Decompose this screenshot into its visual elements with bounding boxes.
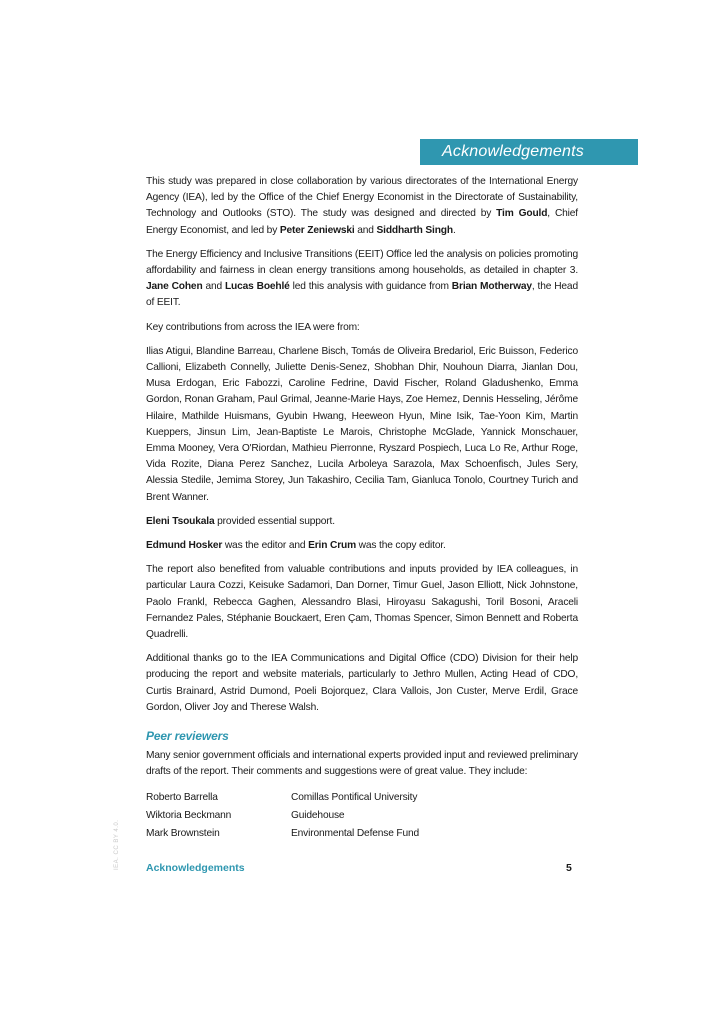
paragraph-editors: Edmund Hosker was the editor and Erin Crum was the copy editor. [146, 540, 446, 552]
bold-name: Siddharth Singh [376, 224, 453, 236]
reviewer-name: Wiktoria Beckmann [146, 809, 232, 821]
paragraph-peer-intro: Many senior government officials and international experts provided input and reviewed preliminary drafts of the report. Their comments and suggestions were of great value. They include: [146, 750, 578, 778]
bold-name: Edmund Hosker [146, 540, 223, 552]
reviewer-list [146, 789, 578, 843]
paragraph-key-contributions: Key contributions from across the IEA were from: [146, 321, 360, 333]
bold-name: Brian Motherway [451, 281, 532, 293]
bold-name: Tim Gould [496, 208, 548, 220]
paragraph-study-prepared: This study was prepared in close collaboration by various directorates of the International Energy Agency (IEA), led by the Office of the Chief Energy Economist in the Directorate of Sustainability, Technology and Outlooks (STO). The study was designed and directed by Tim Gould, Chief Energy Economist, and led by Peter Zeniewski and Siddharth Singh. [146, 176, 578, 236]
reviewer-name: Roberto Barrella [146, 791, 218, 803]
bold-name: Lucas Boehlé [224, 281, 290, 293]
reviewer-row [146, 789, 578, 807]
license-watermark: IEA. CC BY 4.0. [114, 819, 120, 870]
page-number: 5 [566, 862, 572, 874]
reviewer-organization: Environmental Defense Fund [291, 827, 420, 839]
paragraph-contributor-list: Ilias Atigui, Blandine Barreau, Charlene Bisch, Tomás de Oliveira Bredariol, Eric Buisson, Federico Callioni, Elizabeth Connelly, Juliette Denis-Senez, Shobhan Dhir, Nouhoun Diarra, Jianlan Dou, Musa Erdogan, Eric Fabozzi, Caroline Fedrine, David Fischer, Roland Gladushenko, Emma Gordon, Ronan Graham, Paul Grimal, Jeanne-Marie Hays, Zoe Hemez, Dennis Hesseling, Jérôme Hilaire, Mathilde Huismans, Gyubin Hwang, Heeweon Hyun, Mine Isik, Tae-Yoon Kim, Martin Kueppers, Jinsun Lim, Jean-Baptiste Le Marois, Christophe McGlade, Yannick Monschauer, Emma Mooney, Vera O'Riordan, Mathieu Pierronne, Ryszard Pospiech, Luca Lo Re, Arthur Roge, Vida Rozite, Diana Perez Sanchez, Lucila Arboleya Sarazola, Max Schoenfisch, Jules Sery, Alessia Stedile, Jemima Storey, Jun Takashiro, Cecilia Tam, Gianluca Tonolo, Courtney Turich and Brent Wanner. [146, 345, 578, 503]
paragraph-support: Eleni Tsoukala provided essential support. [146, 515, 335, 527]
reviewer-organization: Guidehouse [291, 809, 345, 821]
reviewer-row [146, 807, 578, 825]
reviewer-name: Mark Brownstein [146, 827, 220, 839]
paragraph-eeit-office: The Energy Efficiency and Inclusive Transitions (EEIT) Office led the analysis on policies promoting affordability and fairness in clean energy transitions among households, as detailed in chapter 3. Jane Cohen and Lucas Boehlé led this analysis with guidance from Brian Motherway, the Head of EEIT. [146, 248, 578, 309]
footer-section-title: Acknowledgements [146, 862, 245, 874]
main-content [146, 174, 578, 843]
paragraph-iea-colleagues: The report also benefited from valuable contributions and inputs provided by IEA colleagues, in particular Laura Cozzi, Keisuke Sadamori, Dan Dorner, Timur Guel, Jason Elliott, Nick Johnstone, Paolo Frankl, Rebecca Gaghen, Alessandro Blasi, Hiroyasu Sakagushi, Toril Bosoni, Araceli Fernandez Pales, Stéphanie Bouckaert, Eren Çam, Thomas Spencer, Simon Bennett and Roberta Quadrelli. [146, 564, 578, 641]
reviewer-organization: Comillas Pontifical University [291, 791, 418, 803]
bold-name: Eleni Tsoukala [146, 515, 215, 527]
reviewer-row [146, 825, 578, 843]
bold-name: Erin Crum [308, 540, 356, 552]
bold-name: Jane Cohen [146, 281, 203, 293]
peer-reviewers-heading: Peer reviewers [146, 729, 229, 744]
paragraph-cdo-thanks: Additional thanks go to the IEA Communications and Digital Office (CDO) Division for their help producing the report and website materials, particularly to Jethro Mullen, Acting Head of CDO, Curtis Brainard, Astrid Dumond, Poeli Bojorquez, Clara Vallois, Jon Custer, Merve Erdil, Grace Gordon, Oliver Joy and Therese Walsh. [146, 653, 578, 713]
section-banner: Acknowledgements [420, 139, 638, 165]
bold-name: Peter Zeniewski [279, 224, 355, 236]
